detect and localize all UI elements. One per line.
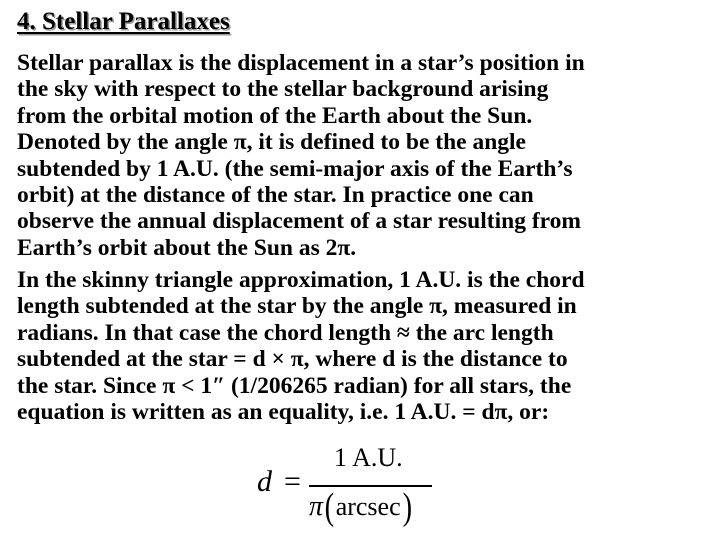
distance-equation [257, 443, 457, 529]
equation-denominator [309, 486, 413, 528]
equation-numerator: 1 A.U. [334, 443, 403, 472]
equation-pi-symbol: π [309, 491, 324, 522]
paragraph-parallax-definition: Stellar parallax is the displacement in a star’s position in the sky with respect to the stellar background arising from the orbital motion of the Earth about the Sun. Denoted by the angle π, it is defined to be the angle subtended by 1 A.U. (the semi-major axis of the Earth’s orbit) at the distance of the star. In practice one can observe the annual displacement of a star resulting from Earth’s orbit about the Sun as 2π. [17, 50, 585, 261]
slide-title: 4. Stellar Parallaxes [17, 8, 230, 35]
equation-open-paren: ( [324, 486, 335, 528]
equation-equals-sign: = [284, 465, 301, 498]
paragraph-skinny-triangle: In the skinny triangle approximation, 1 A.U. is the chord length subtended at the star by the angle π, measured in radians. In that case the chord length ≈ the arc length subtended at the star = d × π, where d is the distance to the star. Since π < 1″ (1/206265 radian) for all stars, the equation is written as an equality, i.e. 1 A.U. = dπ, or: [17, 267, 585, 426]
equation-unit: arcsec [335, 492, 401, 521]
equation-close-paren: ) [402, 486, 412, 528]
equation-lhs: d [257, 465, 272, 498]
